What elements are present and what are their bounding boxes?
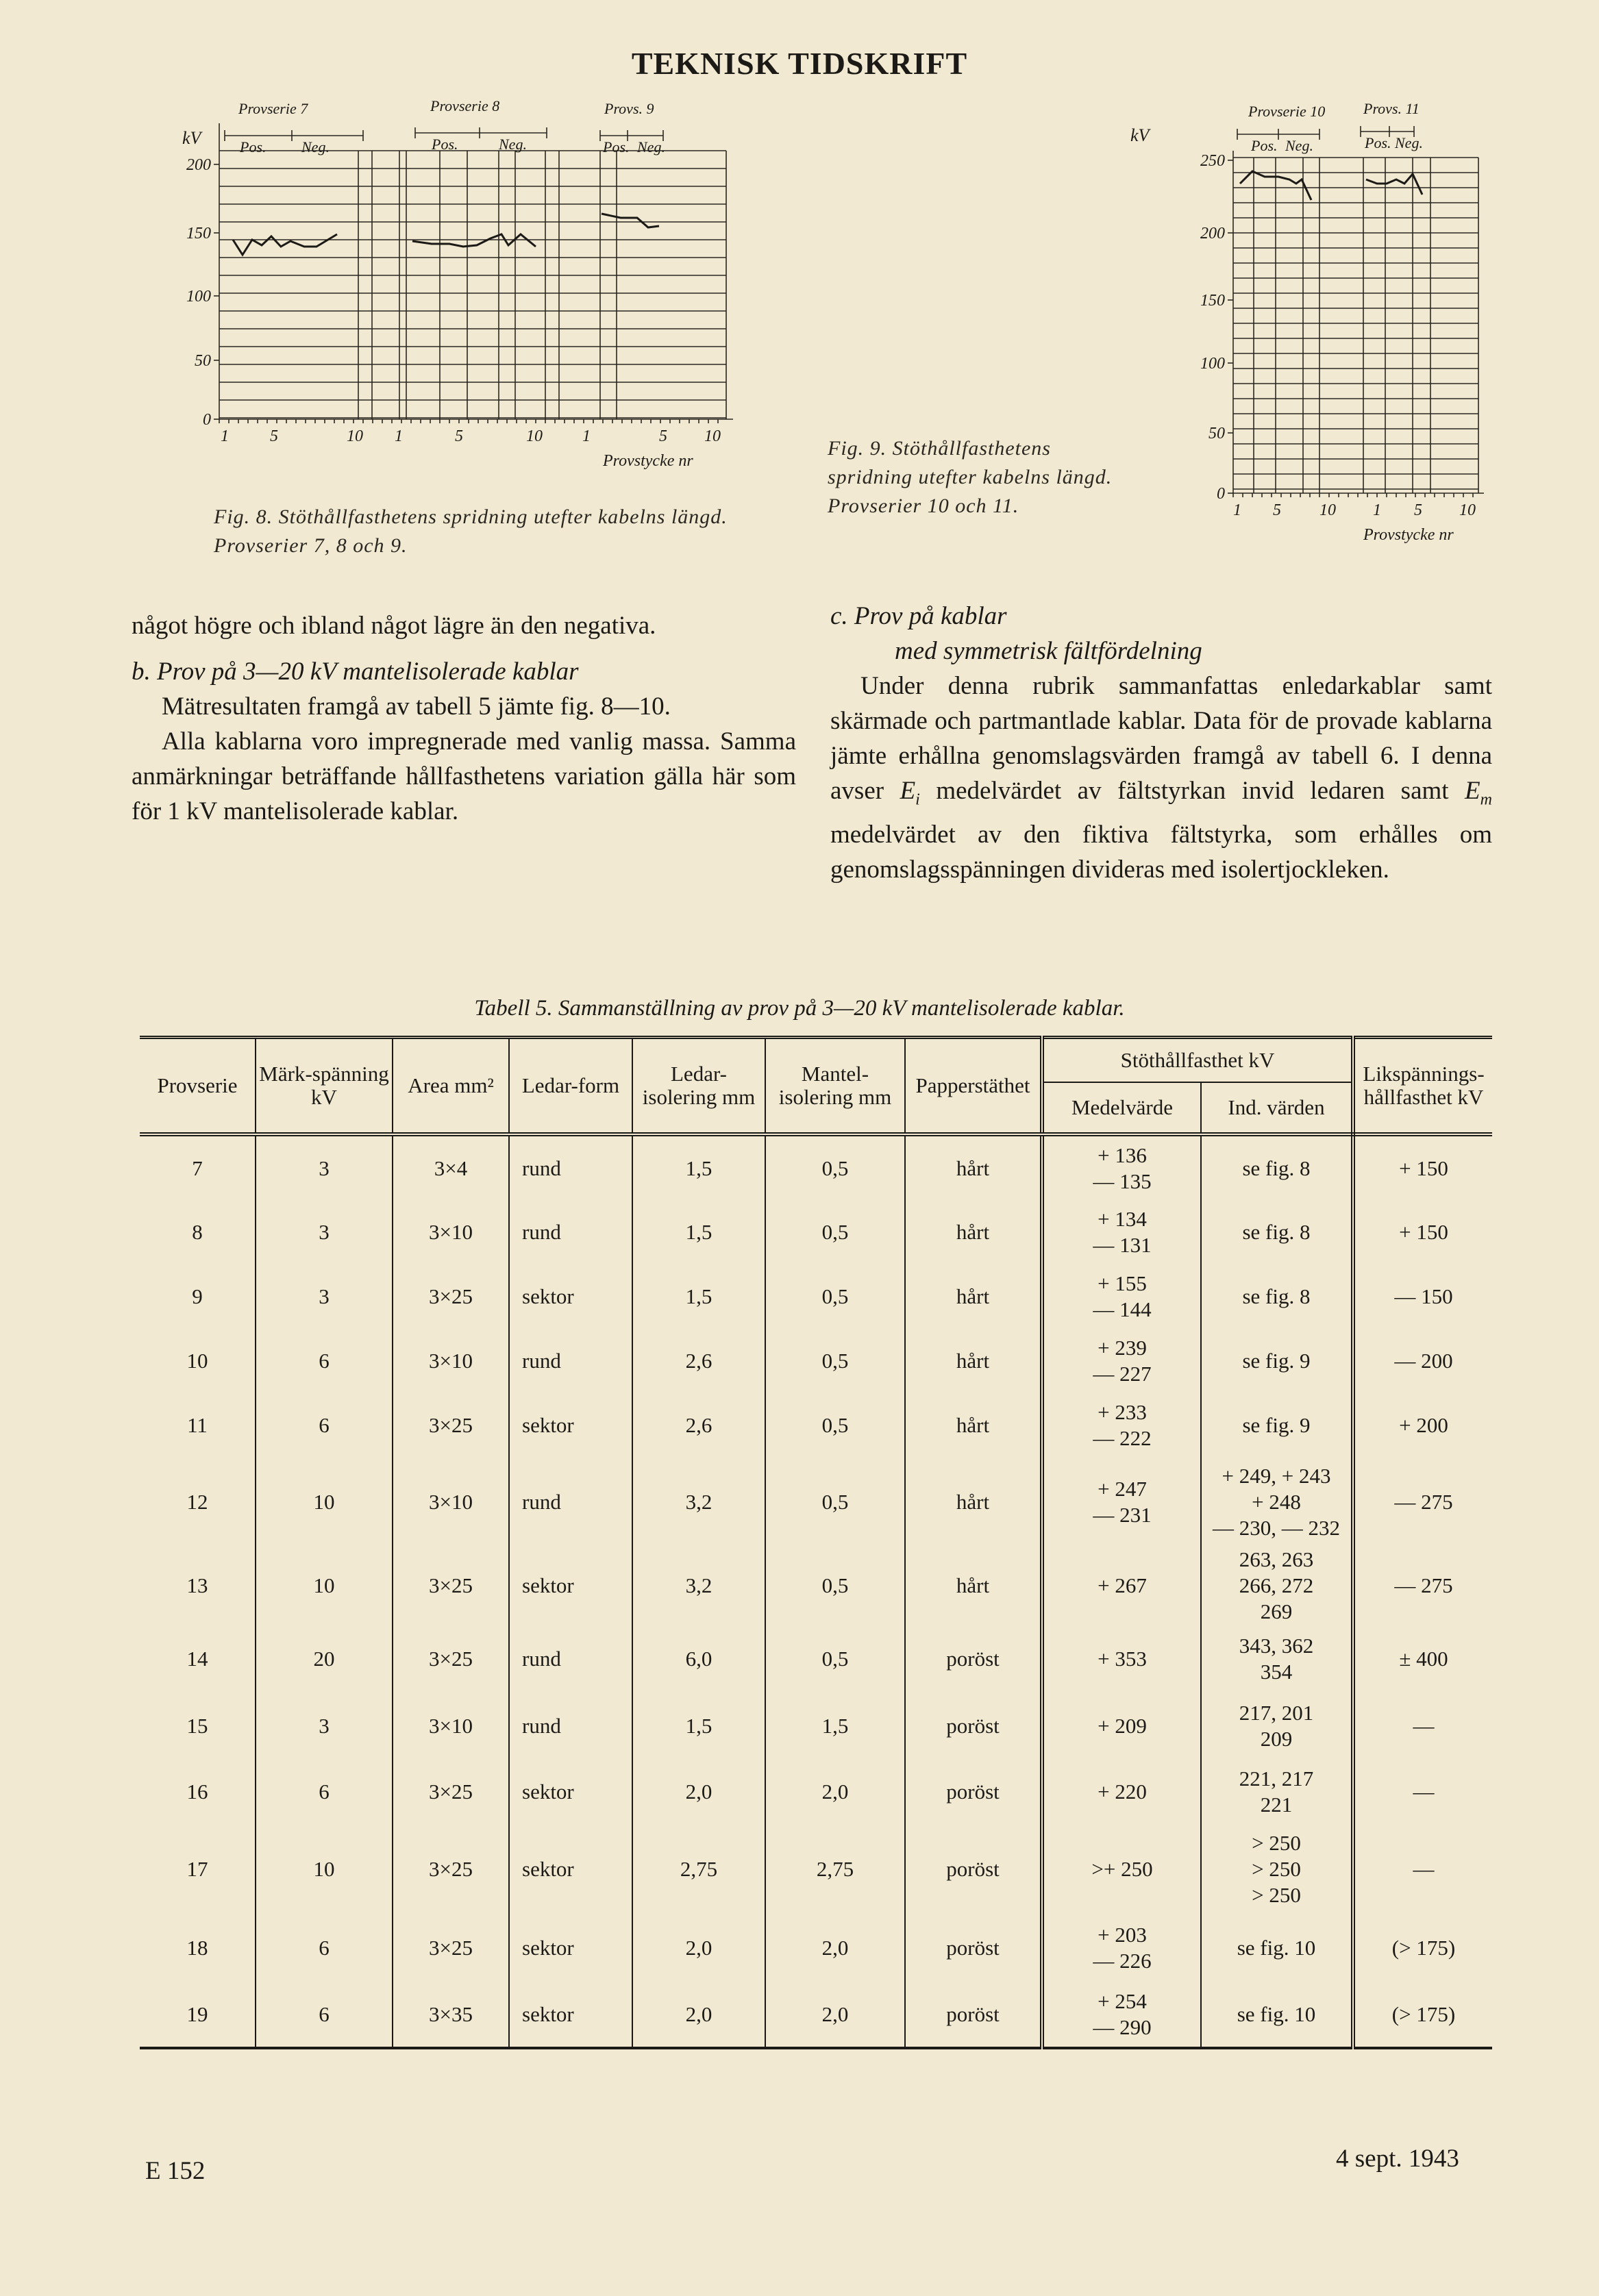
f9-y-tick-label: 100 bbox=[1200, 355, 1225, 373]
f8-y-tick-label: 0 bbox=[203, 411, 211, 429]
ind-varde-line: + 249, + 243 bbox=[1222, 1464, 1331, 1488]
medelvarde-line: + 220 bbox=[1098, 1780, 1147, 1804]
cell-ledarisolering: 3,2 bbox=[632, 1547, 765, 1625]
f9-pos-label: Pos. bbox=[1251, 137, 1278, 154]
cell-medelvarde bbox=[1042, 1134, 1201, 1200]
cell-papperstathet: hårt bbox=[905, 1547, 1042, 1625]
fig9-grid bbox=[1228, 126, 1484, 497]
cell-ind-varden bbox=[1201, 1393, 1353, 1458]
cell-likspanning: — 275 bbox=[1353, 1458, 1492, 1547]
f9-group-title: Provs. 11 bbox=[1363, 100, 1420, 117]
cell-markspanning: 3 bbox=[256, 1200, 393, 1264]
table-row bbox=[140, 1914, 1492, 1982]
cell-ledarisolering: 1,5 bbox=[632, 1264, 765, 1329]
cell-markspanning: 6 bbox=[256, 1982, 393, 2048]
ind-varde-line: — 230, — 232 bbox=[1213, 1516, 1340, 1540]
f8-pos-label: Pos. bbox=[603, 138, 630, 155]
cell-likspanning: + 150 bbox=[1353, 1134, 1492, 1200]
cell-likspanning: (> 175) bbox=[1353, 1982, 1492, 2048]
section-b-para2: Alla kablarna voro impregnerade med vanlig massa. Samma anmärkningar beträffande hållfasthetens variation gälla här som för 1 kV mantelisolerade kablar. bbox=[132, 727, 796, 825]
cell-ledarform: rund bbox=[509, 1200, 632, 1264]
cell-mantelisolering: 0,5 bbox=[765, 1200, 905, 1264]
medelvarde-line: — 290 bbox=[1093, 2015, 1152, 2039]
f8-neg-label: Neg. bbox=[301, 138, 330, 155]
ind-varde-line: > 250 bbox=[1252, 1883, 1301, 1907]
medelvarde-line: — 131 bbox=[1093, 1233, 1152, 1257]
f8-x-tick-label: 5 bbox=[270, 427, 278, 445]
cell-provserie: 11 bbox=[187, 1413, 208, 1437]
medelvarde-line: + 209 bbox=[1098, 1714, 1147, 1738]
medelvarde-line: + 267 bbox=[1098, 1573, 1147, 1597]
f9-y-tick-label: 0 bbox=[1217, 485, 1225, 503]
cell-medelvarde bbox=[1042, 1547, 1201, 1625]
cell-provserie: 18 bbox=[186, 1936, 208, 1960]
cell-markspanning: 3 bbox=[256, 1134, 393, 1200]
cell-likspanning: + 150 bbox=[1353, 1200, 1492, 1264]
medelvarde-line: — 222 bbox=[1093, 1426, 1152, 1450]
cell-area: 3×25 bbox=[393, 1264, 509, 1329]
f8-neg-label: Neg. bbox=[637, 138, 665, 155]
cell-papperstathet: poröst bbox=[905, 1625, 1042, 1693]
cell-papperstathet: hårt bbox=[905, 1329, 1042, 1393]
cell-ind-varden bbox=[1201, 1914, 1353, 1982]
f9-neg-label: Neg. bbox=[1395, 134, 1423, 151]
cell-medelvarde bbox=[1042, 1329, 1201, 1393]
cell-medelvarde bbox=[1042, 1264, 1201, 1329]
f9-y-tick-label: 150 bbox=[1200, 292, 1225, 310]
cell-ledarisolering: 3,2 bbox=[632, 1458, 765, 1547]
cell-mantelisolering: 0,5 bbox=[765, 1547, 905, 1625]
f9-x-tick-label: 5 bbox=[1273, 501, 1281, 519]
f8-y-tick-label: 150 bbox=[186, 225, 211, 242]
f8-x-tick-label: 5 bbox=[455, 427, 463, 445]
f8-trace bbox=[602, 214, 659, 227]
cell-area: 3×10 bbox=[393, 1693, 509, 1759]
f8-x-tick-label: 1 bbox=[221, 427, 229, 445]
continuation-text: något högre och ibland något lägre än den negativa. bbox=[132, 612, 656, 640]
cell-medelvarde bbox=[1042, 1458, 1201, 1547]
cell-area: 3×10 bbox=[393, 1329, 509, 1393]
cell-mantelisolering: 0,5 bbox=[765, 1134, 905, 1200]
cell-area: 3×10 bbox=[393, 1200, 509, 1264]
cell-area: 3×25 bbox=[393, 1547, 509, 1625]
cell-mantelisolering: 0,5 bbox=[765, 1393, 905, 1458]
fig8-traces bbox=[233, 214, 659, 255]
medelvarde-line: + 353 bbox=[1098, 1647, 1147, 1671]
ind-varde-line: se fig. 8 bbox=[1242, 1220, 1311, 1244]
table-row bbox=[140, 1393, 1492, 1458]
left-column bbox=[132, 608, 796, 829]
cell-area: 3×25 bbox=[393, 1914, 509, 1982]
cell-ledarform: rund bbox=[509, 1329, 632, 1393]
section-c-heading-1: c. Prov på kablar bbox=[830, 602, 1007, 630]
ind-varde-line: se fig. 9 bbox=[1242, 1413, 1311, 1437]
ind-varde-line: se fig. 10 bbox=[1237, 2002, 1316, 2026]
cell-mantelisolering: 2,75 bbox=[765, 1825, 905, 1914]
cell-ledarisolering: 2,6 bbox=[632, 1393, 765, 1458]
cell-medelvarde bbox=[1042, 1825, 1201, 1914]
cell-ind-varden bbox=[1201, 1329, 1353, 1393]
cell-mantelisolering: 0,5 bbox=[765, 1329, 905, 1393]
medelvarde-line: + 155 bbox=[1098, 1271, 1147, 1295]
f8-trace bbox=[233, 234, 337, 255]
f9-neg-label: Neg. bbox=[1285, 137, 1313, 154]
ind-varde-line: 221, 217 bbox=[1239, 1767, 1314, 1790]
cell-provserie: 12 bbox=[186, 1490, 208, 1514]
f8-pos-label: Pos. bbox=[240, 138, 266, 155]
ind-varde-line: 266, 272 bbox=[1239, 1573, 1314, 1597]
ind-varde-line: + 248 bbox=[1252, 1490, 1301, 1514]
cell-ledarform: sektor bbox=[509, 1393, 632, 1458]
cell-markspanning: 6 bbox=[256, 1759, 393, 1825]
col-markspanning: Märk-spänning kV bbox=[256, 1038, 393, 1135]
fig9-traces bbox=[1240, 171, 1422, 200]
cell-markspanning: 6 bbox=[256, 1329, 393, 1393]
cell-ledarisolering: 2,0 bbox=[632, 1759, 765, 1825]
cell-area: 3×35 bbox=[393, 1982, 509, 2048]
cell-ledarisolering: 1,5 bbox=[632, 1693, 765, 1759]
fig9-unit: kV bbox=[1130, 125, 1150, 145]
right-column bbox=[830, 599, 1492, 887]
cell-ledarisolering: 2,75 bbox=[632, 1825, 765, 1914]
cell-provserie: 10 bbox=[186, 1349, 208, 1373]
col-papperstathet: Papperstäthet bbox=[905, 1038, 1042, 1135]
cell-markspanning: 10 bbox=[256, 1547, 393, 1625]
col-provserie: Provserie bbox=[140, 1038, 256, 1135]
ind-varde-line: 354 bbox=[1260, 1660, 1293, 1684]
cell-ind-varden bbox=[1201, 1547, 1353, 1625]
ind-varde-line: se fig. 9 bbox=[1242, 1349, 1311, 1373]
cell-papperstathet: poröst bbox=[905, 1825, 1042, 1914]
col-ledarform: Ledar-form bbox=[509, 1038, 632, 1135]
col-stothallfasthet: Stöthållfasthet kV bbox=[1042, 1038, 1353, 1083]
f8-y-tick-label: 50 bbox=[195, 352, 211, 370]
ind-varde-line: 221 bbox=[1260, 1793, 1293, 1817]
section-b-heading: b. Prov på 3—20 kV mantelisolerade kablar bbox=[132, 658, 579, 686]
medelvarde-line: >+ 250 bbox=[1091, 1857, 1153, 1881]
table-row bbox=[140, 1693, 1492, 1759]
cell-area: 3×10 bbox=[393, 1458, 509, 1547]
medelvarde-line: — 231 bbox=[1093, 1503, 1152, 1527]
cell-papperstathet: poröst bbox=[905, 1759, 1042, 1825]
table-row bbox=[140, 1458, 1492, 1547]
cell-ind-varden bbox=[1201, 1134, 1353, 1200]
cell-ind-varden bbox=[1201, 1625, 1353, 1693]
f9-group-title: Provserie 10 bbox=[1248, 103, 1326, 120]
ind-varde-line: se fig. 10 bbox=[1237, 1936, 1316, 1960]
col-area: Area mm² bbox=[393, 1038, 509, 1135]
table-title: Tabell 5. Sammanställning av prov på 3—20 kV mantelisolerade kablar. bbox=[474, 996, 1125, 1021]
col-ledarisolering: Ledar-isolering mm bbox=[632, 1038, 765, 1135]
cell-ledarform: rund bbox=[509, 1134, 632, 1200]
cell-ledarisolering: 2,6 bbox=[632, 1329, 765, 1393]
cell-ledarform: sektor bbox=[509, 1759, 632, 1825]
f8-x-tick-label: 1 bbox=[582, 427, 591, 445]
cell-markspanning: 10 bbox=[256, 1458, 393, 1547]
section-b-para1: Mätresultaten framgå av tabell 5 jämte fig. 8—10. bbox=[162, 692, 671, 721]
medelvarde-line: + 254 bbox=[1098, 1989, 1147, 2013]
cell-papperstathet: poröst bbox=[905, 1914, 1042, 1982]
f9-y-tick-label: 200 bbox=[1200, 225, 1225, 242]
cell-ledarisolering: 2,0 bbox=[632, 1914, 765, 1982]
cell-mantelisolering: 0,5 bbox=[765, 1625, 905, 1693]
table-row bbox=[140, 1134, 1492, 1200]
cell-mantelisolering: 0,5 bbox=[765, 1264, 905, 1329]
cell-ledarform: rund bbox=[509, 1625, 632, 1693]
medelvarde-line: + 136 bbox=[1098, 1143, 1147, 1167]
col-medelvarde: Medelvärde bbox=[1042, 1082, 1201, 1134]
fig8-xlabel: Provstycke nr bbox=[603, 452, 693, 470]
cell-ledarform: sektor bbox=[509, 1914, 632, 1982]
cell-area: 3×25 bbox=[393, 1393, 509, 1458]
f9-x-tick-label: 5 bbox=[1414, 501, 1422, 519]
cell-medelvarde bbox=[1042, 1914, 1201, 1982]
table-row bbox=[140, 1759, 1492, 1825]
results-table bbox=[140, 1036, 1492, 2049]
cell-ledarform: rund bbox=[509, 1693, 632, 1759]
ind-varde-line: 263, 263 bbox=[1239, 1547, 1314, 1571]
cell-likspanning: ± 400 bbox=[1353, 1625, 1492, 1693]
cell-provserie: 17 bbox=[186, 1857, 208, 1881]
section-c-para: Under denna rubrik sammanfattas enledarkablar samt skärmade och partmantlade kablar. Data för de provade kablarna jämte erhållna genomslagsvärden framgå av tabell 6. I denna avser $E_i$ medelvärdet av fältstyrkan invid ledaren samt $E_m$ medelvärdet av den fiktiva fältstyrka, som erhålles om genomslagsspänningen divideras med isolertjockleken. bbox=[830, 672, 1492, 884]
cell-area: 3×25 bbox=[393, 1759, 509, 1825]
cell-mantelisolering: 2,0 bbox=[765, 1982, 905, 2048]
medelvarde-line: + 247 bbox=[1098, 1477, 1147, 1501]
cell-ledarform: sektor bbox=[509, 1825, 632, 1914]
f9-x-tick-label: 1 bbox=[1373, 501, 1381, 519]
medelvarde-line: — 227 bbox=[1093, 1362, 1152, 1386]
f8-pos-label: Pos. bbox=[432, 136, 458, 153]
cell-ind-varden bbox=[1201, 1200, 1353, 1264]
cell-ledarform: sektor bbox=[509, 1264, 632, 1329]
cell-ind-varden bbox=[1201, 1982, 1353, 2048]
medelvarde-line: — 226 bbox=[1093, 1949, 1152, 1973]
ind-varde-line: se fig. 8 bbox=[1242, 1284, 1311, 1308]
cell-ledarform: rund bbox=[509, 1458, 632, 1547]
cell-ledarisolering: 1,5 bbox=[632, 1134, 765, 1200]
cell-markspanning: 10 bbox=[256, 1825, 393, 1914]
cell-ledarisolering: 6,0 bbox=[632, 1625, 765, 1693]
cell-provserie: 8 bbox=[192, 1220, 203, 1244]
cell-markspanning: 6 bbox=[256, 1393, 393, 1458]
f8-y-tick-label: 200 bbox=[186, 156, 211, 174]
col-likspanning: Likspännings-hållfasthet kV bbox=[1353, 1038, 1492, 1135]
cell-ledarisolering: 2,0 bbox=[632, 1982, 765, 2048]
fig9-caption: Fig. 9. Stöthållfasthetens spridning utefter kabelns längd. Provserier 10 och 11. bbox=[828, 437, 1113, 517]
f8-x-tick-label: 10 bbox=[704, 427, 721, 445]
medelvarde-line: — 144 bbox=[1093, 1297, 1152, 1321]
f9-pos-label: Pos. bbox=[1365, 134, 1391, 151]
cell-likspanning: — bbox=[1353, 1825, 1492, 1914]
cell-area: 3×25 bbox=[393, 1825, 509, 1914]
ind-varde-line: se fig. 8 bbox=[1242, 1156, 1311, 1180]
cell-provserie: 16 bbox=[186, 1780, 208, 1804]
cell-area: 3×4 bbox=[393, 1134, 509, 1200]
cell-markspanning: 3 bbox=[256, 1693, 393, 1759]
f8-y-tick-label: 100 bbox=[186, 288, 211, 305]
table-row bbox=[140, 1264, 1492, 1329]
cell-papperstathet: hårt bbox=[905, 1393, 1042, 1458]
cell-papperstathet: hårt bbox=[905, 1264, 1042, 1329]
table-row bbox=[140, 1825, 1492, 1914]
issue-date: 4 sept. 1943 bbox=[1336, 2145, 1459, 2173]
cell-markspanning: 3 bbox=[256, 1264, 393, 1329]
ind-varde-line: 209 bbox=[1260, 1727, 1293, 1751]
section-c-heading-2: med symmetrisk fältfördelning bbox=[895, 637, 1202, 665]
cell-provserie: 7 bbox=[192, 1156, 203, 1180]
cell-papperstathet: hårt bbox=[905, 1458, 1042, 1547]
cell-papperstathet: poröst bbox=[905, 1693, 1042, 1759]
f8-x-tick-label: 1 bbox=[395, 427, 403, 445]
cell-medelvarde bbox=[1042, 1200, 1201, 1264]
f8-x-tick-label: 10 bbox=[526, 427, 543, 445]
cell-mantelisolering: 2,0 bbox=[765, 1914, 905, 1982]
cell-papperstathet: poröst bbox=[905, 1982, 1042, 2048]
f9-x-tick-label: 10 bbox=[1319, 501, 1336, 519]
cell-ind-varden bbox=[1201, 1825, 1353, 1914]
f8-trace bbox=[412, 234, 536, 247]
journal-header: TEKNISK TIDSKRIFT bbox=[631, 46, 968, 81]
cell-medelvarde bbox=[1042, 1693, 1201, 1759]
col-ind-varden: Ind. värden bbox=[1201, 1082, 1353, 1134]
fig8-grid bbox=[214, 123, 733, 423]
cell-likspanning: — 275 bbox=[1353, 1547, 1492, 1625]
cell-likspanning: — bbox=[1353, 1693, 1492, 1759]
table-row bbox=[140, 1982, 1492, 2048]
f8-group-title: Provs. 9 bbox=[604, 100, 654, 117]
fig8-chart bbox=[158, 82, 760, 470]
cell-likspanning: — 150 bbox=[1353, 1264, 1492, 1329]
cell-ind-varden bbox=[1201, 1759, 1353, 1825]
cell-ledarisolering: 1,5 bbox=[632, 1200, 765, 1264]
f9-x-tick-label: 1 bbox=[1233, 501, 1241, 519]
cell-markspanning: 20 bbox=[256, 1625, 393, 1693]
f9-x-tick-label: 10 bbox=[1459, 501, 1476, 519]
f8-x-tick-label: 10 bbox=[347, 427, 363, 445]
medelvarde-line: + 239 bbox=[1098, 1336, 1147, 1360]
cell-area: 3×25 bbox=[393, 1625, 509, 1693]
cell-ledarform: sektor bbox=[509, 1547, 632, 1625]
cell-likspanning: — bbox=[1353, 1759, 1492, 1825]
f8-neg-label: Neg. bbox=[499, 136, 527, 153]
cell-papperstathet: hårt bbox=[905, 1134, 1042, 1200]
table-row bbox=[140, 1547, 1492, 1625]
f8-group-title: Provserie 7 bbox=[238, 100, 308, 117]
cell-ledarform: sektor bbox=[509, 1982, 632, 2048]
col-mantelisolering: Mantel-isolering mm bbox=[765, 1038, 905, 1135]
f8-x-tick-label: 5 bbox=[659, 427, 667, 445]
page-number: E 152 bbox=[145, 2157, 206, 2185]
cell-medelvarde bbox=[1042, 1393, 1201, 1458]
ind-varde-line: 217, 201 bbox=[1239, 1701, 1314, 1725]
f9-y-tick-label: 50 bbox=[1208, 425, 1225, 442]
ind-varde-line: 269 bbox=[1260, 1599, 1293, 1623]
table-row bbox=[140, 1329, 1492, 1393]
medelvarde-line: + 233 bbox=[1098, 1400, 1147, 1424]
table-row bbox=[140, 1200, 1492, 1264]
cell-medelvarde bbox=[1042, 1759, 1201, 1825]
f8-group-title: Provserie 8 bbox=[430, 97, 500, 114]
fig9-xlabel: Provstycke nr bbox=[1363, 526, 1454, 544]
fig8-unit: kV bbox=[182, 128, 201, 148]
cell-likspanning: — 200 bbox=[1353, 1329, 1492, 1393]
cell-provserie: 15 bbox=[186, 1714, 208, 1738]
f9-y-tick-label: 250 bbox=[1200, 152, 1225, 170]
cell-markspanning: 6 bbox=[256, 1914, 393, 1982]
cell-medelvarde bbox=[1042, 1625, 1201, 1693]
ind-varde-line: > 250 bbox=[1252, 1857, 1301, 1881]
cell-provserie: 14 bbox=[186, 1647, 208, 1671]
cell-mantelisolering: 0,5 bbox=[765, 1458, 905, 1547]
cell-provserie: 9 bbox=[192, 1284, 203, 1308]
fig8-caption: Fig. 8. Stöthållfasthetens spridning utefter kabelns längd. Provserier 7, 8 och 9. bbox=[214, 506, 728, 557]
f9-trace bbox=[1366, 174, 1422, 195]
cell-mantelisolering: 1,5 bbox=[765, 1693, 905, 1759]
medelvarde-line: — 135 bbox=[1093, 1169, 1152, 1193]
fig9-chart bbox=[1117, 100, 1500, 548]
cell-ind-varden bbox=[1201, 1458, 1353, 1547]
ind-varde-line: 343, 362 bbox=[1239, 1634, 1314, 1658]
table-row bbox=[140, 1625, 1492, 1693]
cell-likspanning: + 200 bbox=[1353, 1393, 1492, 1458]
cell-ind-varden bbox=[1201, 1693, 1353, 1759]
cell-provserie: 19 bbox=[186, 2002, 208, 2026]
medelvarde-line: + 134 bbox=[1098, 1207, 1147, 1231]
cell-mantelisolering: 2,0 bbox=[765, 1759, 905, 1825]
ind-varde-line: > 250 bbox=[1252, 1831, 1301, 1855]
cell-medelvarde bbox=[1042, 1982, 1201, 2048]
cell-likspanning: (> 175) bbox=[1353, 1914, 1492, 1982]
medelvarde-line: + 203 bbox=[1098, 1923, 1147, 1947]
cell-papperstathet: hårt bbox=[905, 1200, 1042, 1264]
cell-provserie: 13 bbox=[186, 1573, 208, 1597]
cell-ind-varden bbox=[1201, 1264, 1353, 1329]
